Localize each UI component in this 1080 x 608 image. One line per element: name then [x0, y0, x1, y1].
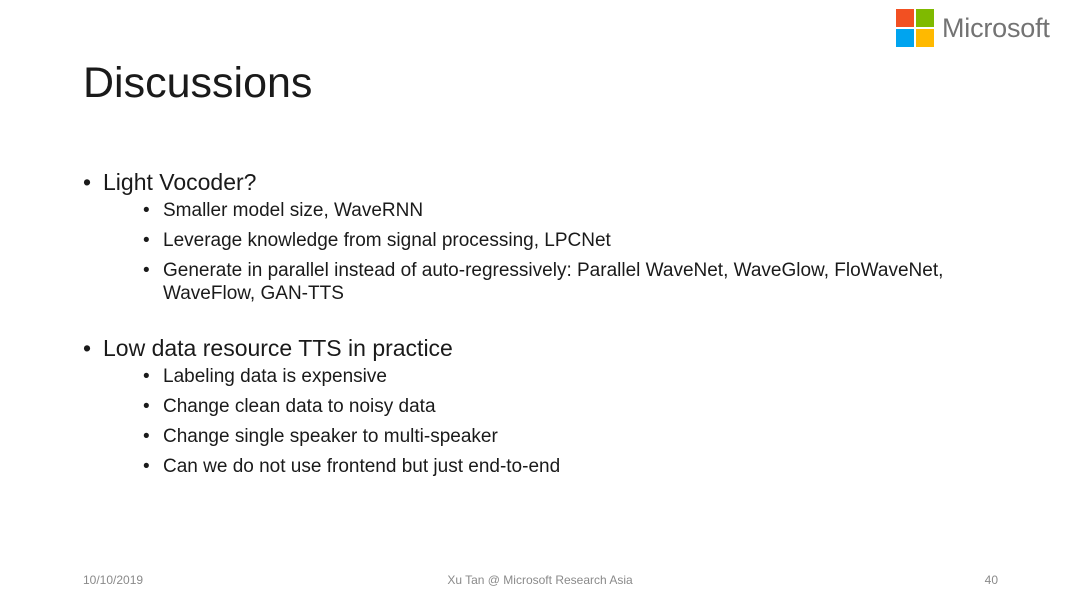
- logo-square-yellow: [916, 29, 934, 47]
- sub-bullet-item: • Change single speaker to multi-speaker: [123, 425, 1013, 448]
- bullet-text: Low data resource TTS in practice: [103, 335, 453, 361]
- sub-bullet-item: • Smaller model size, WaveRNN: [123, 199, 1013, 222]
- bullet-item: [83, 166, 1013, 305]
- sub-bullet-item: • Leverage knowledge from signal processing, LPCNet: [123, 229, 1013, 252]
- logo-square-green: [916, 9, 934, 27]
- logo-text: Microsoft: [942, 12, 1050, 43]
- microsoft-logo-icon: [896, 9, 934, 47]
- sub-bullet-list: [103, 199, 1013, 305]
- sub-bullet-item: • Can we do not use frontend but just end-to-end: [123, 455, 1013, 478]
- logo-square-red: [896, 9, 914, 27]
- bullet-list: [83, 166, 1013, 478]
- footer-author: Xu Tan @ Microsoft Research Asia: [447, 573, 633, 587]
- sub-bullet-list: [103, 365, 1013, 478]
- microsoft-logo: [896, 9, 1050, 47]
- sub-bullet-item: • Generate in parallel instead of auto-regressively: Parallel WaveNet, WaveGlow, FloWaveNet, WaveFlow, GAN-TTS: [123, 259, 1013, 305]
- logo-square-blue: [896, 29, 914, 47]
- slide-content: [83, 166, 1013, 485]
- bullet-text: Light Vocoder?: [103, 169, 257, 195]
- sub-bullet-item: • Change clean data to noisy data: [123, 395, 1013, 418]
- bullet-item: [83, 332, 1013, 478]
- slide-title: Discussions: [83, 59, 313, 107]
- sub-bullet-item: • Labeling data is expensive: [123, 365, 1013, 388]
- page-number: 40: [984, 573, 998, 587]
- footer-date: 10/10/2019: [83, 573, 144, 587]
